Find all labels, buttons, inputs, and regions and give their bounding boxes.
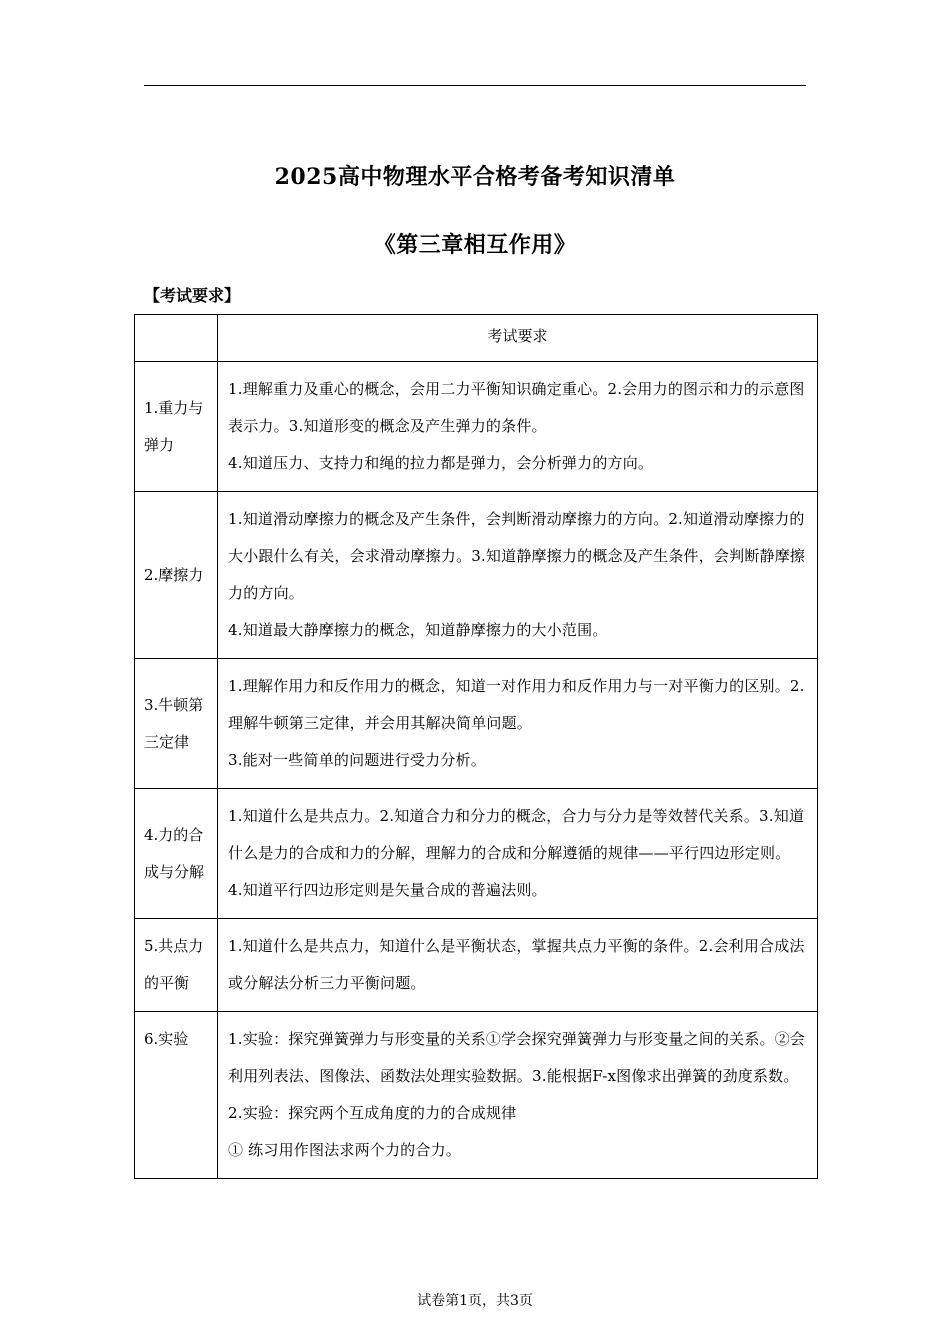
row-topic: 5.共点力的平衡 [135,919,218,1012]
row-line: 1.知道什么是共点力，知道什么是平衡状态，掌握共点力平衡的条件。2.会利用合成法或分解法分析三力平衡问题。 [228,937,805,992]
table-row [135,1012,818,1179]
header-empty-cell [135,315,218,362]
row-line: 1.知道滑动摩擦力的概念及产生条件，会判断滑动摩擦力的方向。2.知道滑动摩擦力的大小跟什么有关，会求滑动摩擦力。3.知道静摩擦力的概念及产生条件，会判断静摩擦力的方向。 [228,510,806,602]
row-topic: 3.牛顿第三定律 [135,659,218,789]
row-text [218,659,818,789]
row-line: 1.理解重力及重心的概念，会用二力平衡知识确定重心。2.会用力的图示和力的示意图表示力。3.知道形变的概念及产生弹力的条件。 [228,380,805,435]
table-row [135,492,818,659]
table-row [135,919,818,1012]
row-text [218,362,818,492]
row-line: 1.知道什么是共点力。2.知道合力和分力的概念，合力与分力是等效替代关系。3.知道什么是力的合成和力的分解，理解力的合成和分解遵循的规律——平行四边形定则。 [228,807,805,862]
row-text [218,1012,818,1179]
row-line: 4.知道平行四边形定则是矢量合成的普遍法则。 [228,881,547,899]
table-header-row [135,315,818,362]
row-line: 4.知道压力、支持力和绳的拉力都是弹力，会分析弹力的方向。 [228,454,654,472]
row-line: 1.理解作用力和反作用力的概念，知道一对作用力和反作用力与一对平衡力的区别。2.理解牛顿第三定律，并会用其解决简单问题。 [228,677,805,732]
row-line: 1.实验：探究弹簧弹力与形变量的关系①学会探究弹簧弹力与形变量之间的关系。②会利用列表法、图像法、函数法处理实验数据。3.能根据F-x图像求出弹簧的劲度系数。 [228,1030,806,1085]
row-text [218,789,818,919]
header-rule [144,85,806,86]
table-row [135,659,818,789]
row-line: 2.实验：探究两个互成角度的力的合成规律 [228,1104,517,1122]
requirements-table [134,314,818,1179]
chapter-title: 《第三章相互作用》 [373,232,577,258]
row-line: ① 练习用作图法求两个力的合力。 [228,1141,461,1159]
row-topic: 6.实验 [135,1012,218,1179]
header-cell: 考试要求 [218,315,818,362]
row-text [218,492,818,659]
row-line: 4.知道最大静摩擦力的概念，知道静摩擦力的大小范围。 [228,621,608,639]
table-row [135,362,818,492]
row-topic: 1.重力与弹力 [135,362,218,492]
page-footer: 试卷第1页，共3页 [417,1293,533,1309]
row-topic: 2.摩擦力 [135,492,218,659]
row-text [218,919,818,1012]
row-line: 3.能对一些简单的问题进行受力分析。 [228,751,486,769]
document-title: 2025高中物理水平合格考备考知识清单 [274,164,676,190]
table-row [135,789,818,919]
row-topic: 4.力的合成与分解 [135,789,218,919]
section-label: 【考试要求】 [144,286,241,305]
